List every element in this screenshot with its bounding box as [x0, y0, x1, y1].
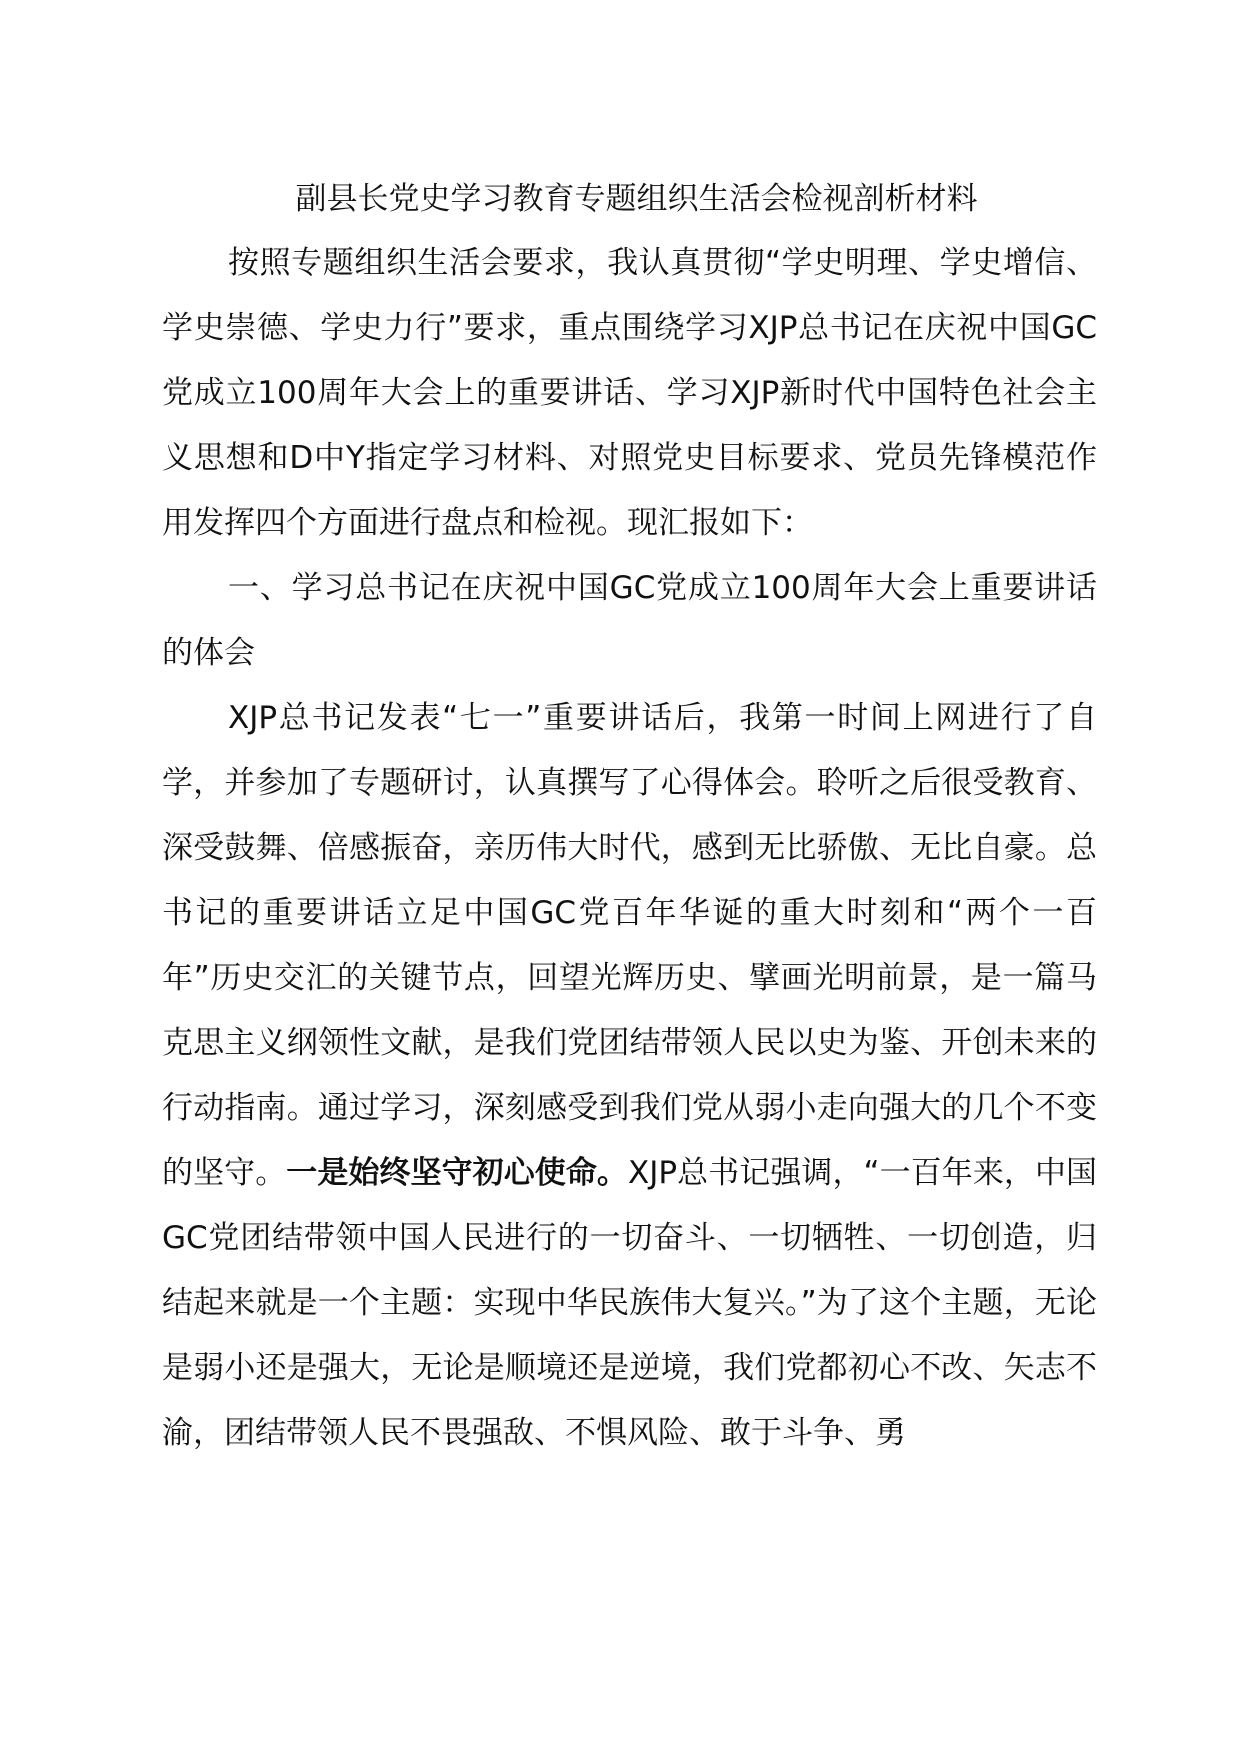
bold-point: 一是始终坚守初心使命。	[286, 1155, 628, 1191]
body-text-continued: XJP总书记强调，“一百年来，中国GC党团结带领中国人民进行的一切奋斗、一切牺牲、一切创造，归结起来就是一个主题：实现中华民族伟大复兴。”为了这个主题，无论是弱小还是强大，无论是顺境还是逆境，我们党都初心不改、矢志不渝，团结带领人民不畏强敌、不惧风险、敢于斗争、勇	[162, 1155, 1098, 1451]
document-page	[162, 168, 1097, 1466]
section-body-paragraph	[162, 686, 1097, 1466]
intro-paragraph: 按照专题组织生活会要求，我认真贯彻“学史明理、学史增信、学史崇德、学史力行”要求，重点围绕学习XJP总书记在庆祝中国GC党成立100周年大会上的重要讲话、学习XJP新时代中国特色社会主义思想和D中Y指定学习材料、对照党史目标要求、党员先锋模范作用发挥四个方面进行盘点和检视。现汇报如下：	[162, 245, 1097, 541]
section-heading: 一、学习总书记在庆祝中国GC党成立100周年大会上重要讲话的体会	[162, 570, 1097, 671]
document-title: 副县长党史学习教育专题组织生活会检视剖析材料	[295, 181, 978, 217]
body-text: XJP总书记发表“七一”重要讲话后，我第一时间上网进行了自学，并参加了专题研讨，认真撰写了心得体会。聆听之后很受教育、深受鼓舞、倍感振奋，亲历伟大时代，感到无比骄傲、无比自豪。总书记的重要讲话立足中国GC党百年华诞的重大时刻和“两个一百年”历史交汇的关键节点，回望光辉历史、擘画光明前景，是一篇马克思主义纲领性文献，是我们党团结带领人民以史为鉴、开创未来的行动指南。通过学习，深刻感受到我们党从弱小走向强大的几个不变的坚守。	[162, 700, 1097, 1191]
